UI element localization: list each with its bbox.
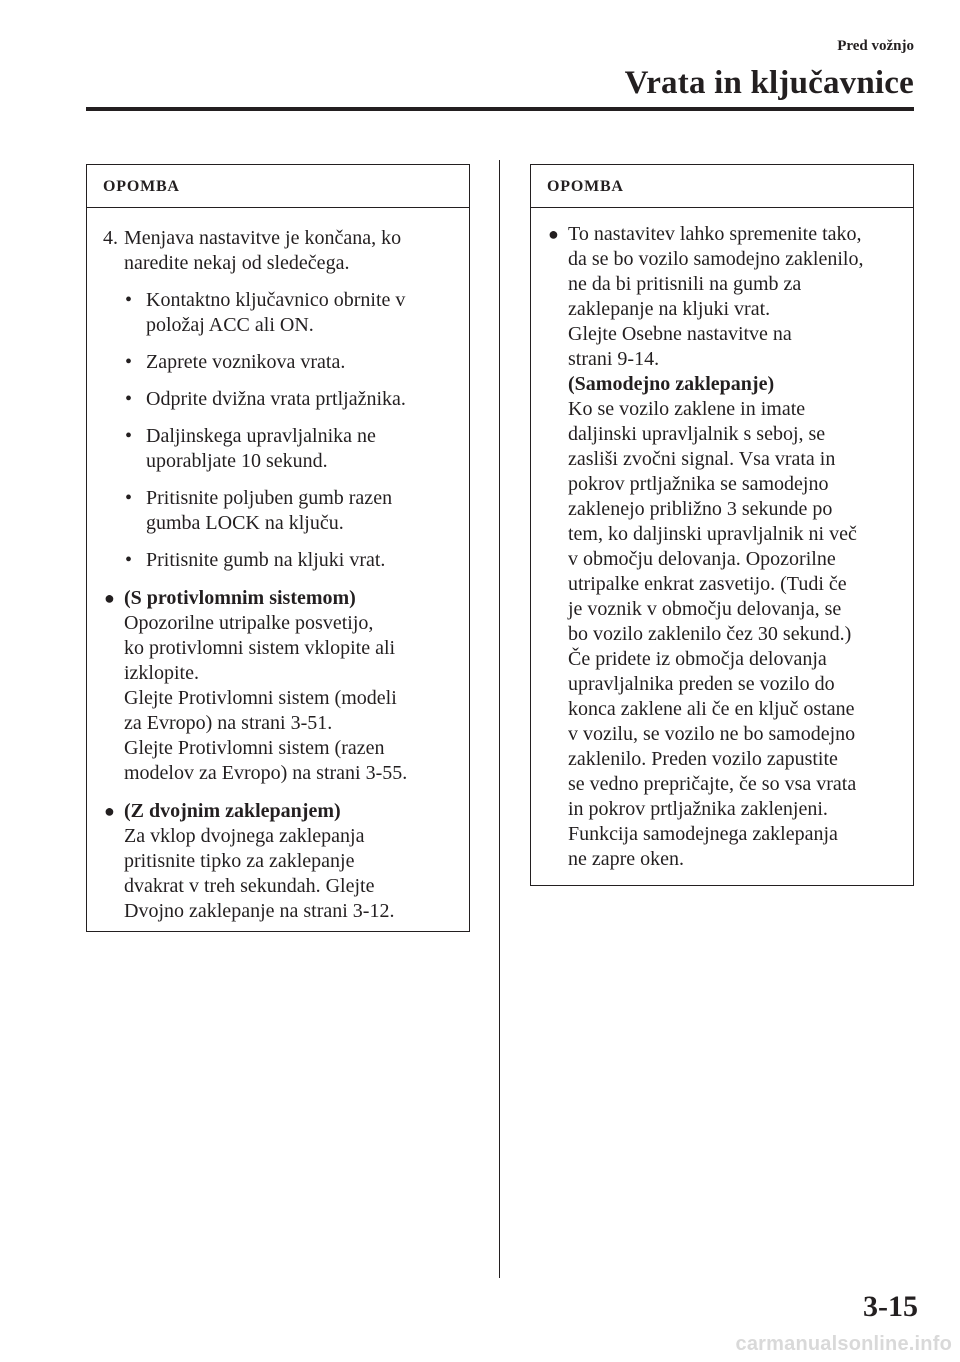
text-line: ne da bi pritisnili na gumb za (568, 273, 802, 295)
text-line: in pokrov prtljažnika zaklenjeni. (568, 798, 828, 820)
bullet-item (547, 222, 897, 872)
text-line: Pritisnite gumb na kljuki vrat. (146, 549, 386, 571)
text-line: Menjava nastavitve je končana, ko (124, 227, 402, 249)
text-line: Glejte Protivlomni sistem (modeli (124, 687, 397, 709)
page-number: 3-15 (863, 1290, 918, 1323)
text-line: se vedno prepričajte, če so vsa vrata (568, 773, 857, 795)
text-line: Če pridete iz območja delovanja (568, 648, 827, 670)
text-line: Ko se vozilo zaklene in imate (568, 398, 806, 420)
text-line: gumba LOCK na ključu. (146, 512, 344, 534)
text-line: v območju delovanja. Opozorilne (568, 548, 836, 570)
text-line: pritisnite tipko za zaklepanje (124, 850, 355, 872)
text-line: v vozilu, se vozilo ne bo samodejno (568, 723, 856, 745)
text-line: ne zapre oken. (568, 848, 685, 870)
text-line: je voznik v območju delovanja, se (568, 598, 842, 620)
text-line: zaklenejo približno 3 sekunde po (568, 498, 833, 520)
text-line: izklopite. (124, 662, 199, 684)
text-line: tem, ko daljinski upravljalnik ni več (568, 523, 857, 545)
sub-list-item (125, 548, 453, 573)
bullet-icon: ● (548, 224, 559, 244)
text-line: pokrov prtljažnika se samodejno (568, 473, 829, 495)
note-box-right (530, 164, 914, 886)
text-line: uporabljate 10 sekund. (146, 450, 328, 472)
bullet-item (103, 799, 453, 924)
sub-list-item (125, 486, 453, 536)
item-number: 4. (103, 227, 118, 249)
text-line: Glejte Osebne nastavitve na (568, 323, 792, 345)
sub-list-item (125, 387, 453, 412)
text-line: Pritisnite poljuben gumb razen (146, 487, 393, 509)
text-line: strani 9-14. (568, 348, 660, 370)
bullet-icon: • (125, 388, 133, 410)
bullet-heading: (Z dvojnim zaklepanjem) (124, 800, 341, 822)
bullet-icon: • (125, 351, 133, 373)
note-header (531, 165, 913, 208)
text-line: Opozorilne utripalke posvetijo, (124, 612, 374, 634)
text-line: ko protivlomni sistem vklopite ali (124, 637, 396, 659)
watermark: carmanualsonline.info (735, 1333, 952, 1355)
text-line: konca zaklene ali če en ključ ostane (568, 698, 855, 720)
text-line: Funkcija samodejnega zaklepanja (568, 823, 838, 845)
bullet-heading: (Samodejno zaklepanje) (568, 373, 775, 395)
note-body (87, 208, 469, 924)
section-label: Pred vožnjo (837, 38, 914, 54)
sub-list-item (125, 424, 453, 474)
text-line: Daljinskega upravljalnika ne (146, 425, 376, 447)
bullet-icon: ● (104, 588, 115, 608)
sub-list (125, 288, 453, 573)
note-title: OPOMBA (547, 178, 624, 195)
text-line: zaklenilo. Preden vozilo zapustite (568, 748, 838, 770)
bullet-heading: (S protivlomnim sistemom) (124, 587, 356, 609)
text-line: Kontaktno ključavnico obrnite v (146, 289, 406, 311)
text-line: položaj ACC ali ON. (146, 314, 314, 336)
text-line: Zaprete voznikova vrata. (146, 351, 346, 373)
bullet-item (103, 586, 453, 786)
note-title: OPOMBA (103, 178, 180, 195)
column-divider (499, 160, 500, 1278)
text-line: zaklepanje na kljuki vrat. (568, 298, 771, 320)
text-line: Odprite dvižna vrata prtljažnika. (146, 388, 406, 410)
page-header (625, 38, 914, 102)
note-box-left (86, 164, 470, 932)
text-line: da se bo vozilo samodejno zaklenilo, (568, 248, 864, 270)
text-line: Za vklop dvojnega zaklepanja (124, 825, 365, 847)
note-header (87, 165, 469, 208)
page-title: Vrata in ključavnice (624, 65, 914, 101)
numbered-item (103, 226, 453, 276)
text-line: utripalke enkrat zasvetijo. (Tudi če (568, 573, 847, 595)
bullet-icon: • (125, 425, 133, 447)
text-line: dvakrat v treh sekundah. Glejte (124, 875, 375, 897)
bullet-icon: • (125, 487, 133, 509)
text-line: To nastavitev lahko spremenite tako, (568, 223, 862, 245)
sub-list-item (125, 288, 453, 338)
bullet-icon: • (125, 289, 133, 311)
text-line: Glejte Protivlomni sistem (razen (124, 737, 385, 759)
text-line: zasliši zvočni signal. Vsa vrata in (568, 448, 836, 470)
text-line: daljinski upravljalnik s seboj, se (568, 423, 826, 445)
text-line: za Evropo) na strani 3-51. (124, 712, 333, 734)
bullet-icon: • (125, 549, 133, 571)
text-line: modelov za Evropo) na strani 3-55. (124, 762, 408, 784)
text-line: upravljalnika preden se vozilo do (568, 673, 835, 695)
bullet-icon: ● (104, 801, 115, 821)
header-rule (86, 107, 914, 111)
text-line: Dvojno zaklepanje na strani 3-12. (124, 900, 395, 922)
text-line: naredite nekaj od sledečega. (124, 252, 350, 274)
sub-list-item (125, 350, 453, 375)
text-line: bo vozilo zaklenilo čez 30 sekund.) (568, 623, 852, 645)
note-body (531, 208, 913, 872)
